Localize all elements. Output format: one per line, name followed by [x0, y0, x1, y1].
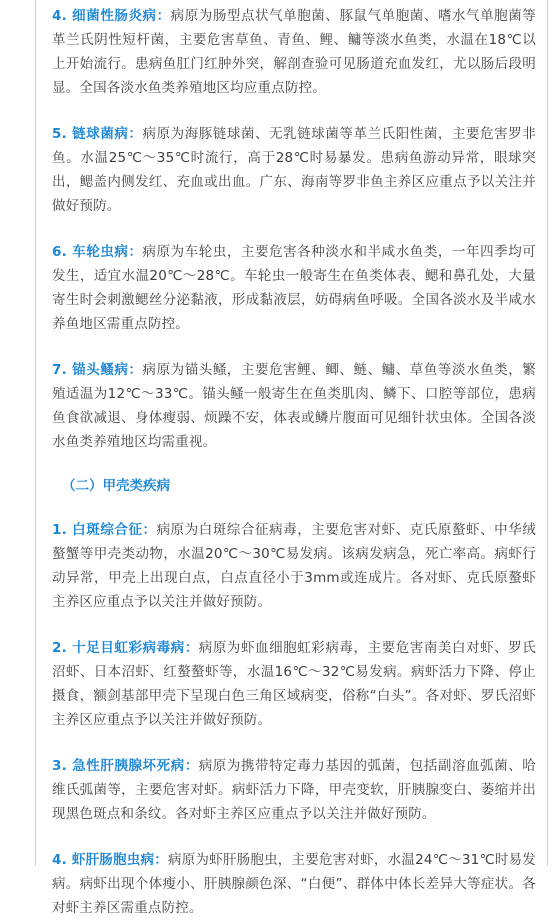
disease-title: 5. 链球菌病： [52, 126, 143, 142]
disease-body: 病原为携带特定毒力基因的弧菌，包括副溶血弧菌、哈维氏弧菌等，主要危害对虾。病虾活力下降，甲壳变软，肝胰腺变白、萎缩并出现黑色斑点和条纹。各对虾主养区应重点予以关注并做好预防。 [52, 758, 536, 822]
disease-paragraph-iridovirus [52, 636, 536, 732]
disease-title: 4. 细菌性肠炎病： [52, 8, 171, 24]
disease-paragraph-trichodina [52, 240, 536, 336]
right-border-line [547, 0, 548, 866]
article-content [52, 0, 536, 920]
disease-body: 病原为海豚链球菌、无乳链球菌等革兰氏阳性菌，主要危害罗非鱼。水温25℃～35℃时流行，高于28℃时易暴发。患病鱼游动异常，眼球突出，鳃盖内侧发红、充血或出血。广东、海南等罗非鱼主养区应重点予以关注并做好预防。 [52, 126, 536, 214]
disease-body: 病原为虾血细胞虹彩病毒，主要危害南美白对虾、罗氏沼虾、日本沼虾、红螯螯虾等，水温16℃～32℃易发病。病虾活力下降、停止摄食，额剑基部甲壳下呈现白色三角区域病变，俗称“白头”。各对虾、罗氏沼虾主养区应重点予以关注并做好预防。 [52, 640, 536, 728]
disease-paragraph-lernaea [52, 358, 536, 454]
disease-body: 病原为虾肝肠胞虫，主要危害对虾，水温24℃～31℃时易发病。病虾出现个体瘦小、肝胰腺颜色深、“白便”、群体中体长差异大等症状。各对虾主养区需重点防控。 [52, 852, 536, 916]
disease-title: 3. 急性肝胰腺坏死病： [52, 758, 199, 774]
section-heading-crustacean: （二）甲壳类疾病 [62, 478, 170, 494]
disease-title: 6. 车轮虫病： [52, 244, 143, 260]
disease-title: 2. 十足目虹彩病毒病： [52, 640, 199, 656]
disease-paragraph-enteritis [52, 4, 536, 100]
disease-paragraph-ehp [52, 848, 536, 920]
disease-paragraph-ahpnd [52, 754, 536, 826]
disease-body: 病原为车轮虫，主要危害各种淡水和半咸水鱼类，一年四季均可发生，适宜水温20℃～28℃。车轮虫一般寄生在鱼类体表、鳃和鼻孔处，大量寄生时会刺激鳃丝分泌黏液，形成黏液层，妨碍病鱼呼吸。全国各淡水及半咸水养鱼地区需重点防控。 [52, 244, 536, 332]
disease-paragraph-streptococcus [52, 122, 536, 218]
disease-title: 1. 白斑综合征： [52, 522, 157, 538]
disease-body: 病原为白斑综合征病毒，主要危害对虾、克氏原螯虾、中华绒螯蟹等甲壳类动物，水温20℃～30℃易发病。该病发病急，死亡率高。病虾行动异常，甲壳上出现白点，白点直径小于3mm或连成片。各对虾、克氏原螯虾主养区应重点予以关注并做好预防。 [52, 522, 536, 610]
disease-body: 病原为肠型点状气单胞菌、豚鼠气单胞菌、嗜水气单胞菌等革兰氏阴性短杆菌，主要危害草鱼、青鱼、鲤、鳙等淡水鱼类，水温在18℃以上开始流行。患病鱼肛门红肿外突，解剖查验可见肠道充血发红，尤以肠后段明显。全国各淡水鱼类养殖地区均应重点防控。 [52, 8, 536, 96]
disease-body: 病原为锚头鳋，主要危害鲤、鲫、鲢、鳙、草鱼等淡水鱼类，繁殖适温为12℃～33℃。锚头鳋一般寄生在鱼类肌肉、鳞下、口腔等部位，患病鱼食欲减退、身体瘦弱、烦躁不安，体表或鳞片腹面可见细针状虫体。全国各淡水鱼类养殖地区均需重视。 [52, 362, 536, 450]
disease-title: 4. 虾肝肠胞虫病： [52, 852, 168, 868]
left-border-line [35, 0, 36, 866]
disease-paragraph-white-spot [52, 518, 536, 614]
disease-title: 7. 锚头鳋病： [52, 362, 143, 378]
